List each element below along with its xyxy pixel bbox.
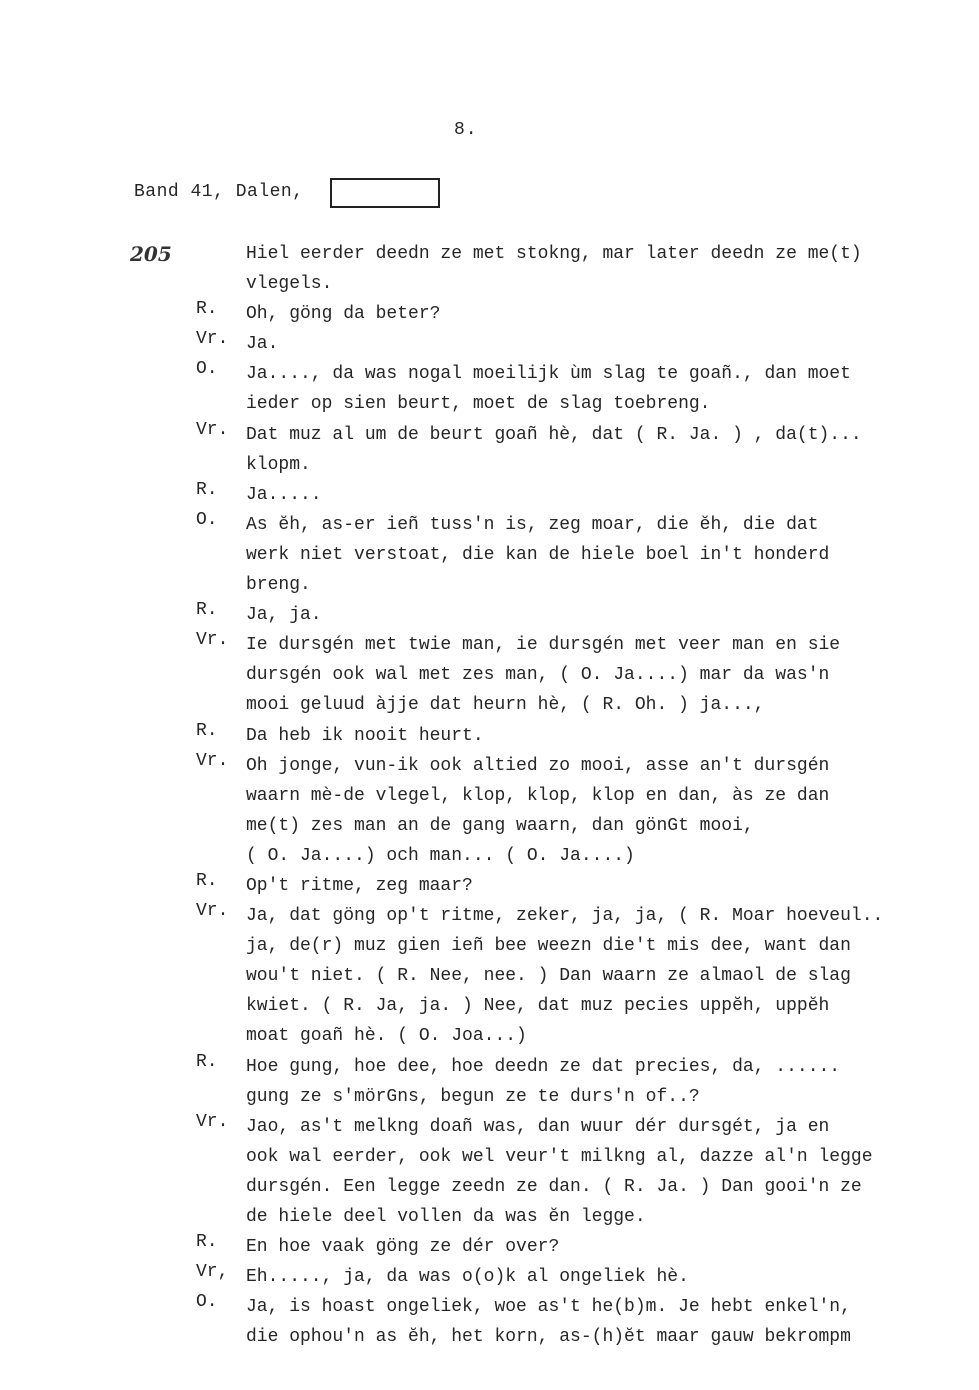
- text-line: klopm.: [246, 454, 311, 475]
- text-line: Ie dursgén met twie man, ie dursgén met veer man en sie: [246, 635, 841, 656]
- turn-text: [246, 239, 979, 299]
- turn-text: [246, 1232, 979, 1262]
- text-line: dursgén ook wal met zes man, ( O. Ja....) mar da was'n: [246, 665, 830, 686]
- turn-text: [246, 1292, 979, 1352]
- text-line: Ja, is hoast ongeliek, woe as't he(b)m. Je hebt enkel'n,: [246, 1297, 851, 1318]
- transcript-turn: [0, 1262, 979, 1292]
- speaker-label: Vr.: [196, 901, 229, 922]
- text-line: wou't niet. ( R. Nee, nee. ) Dan waarn ze almaol de slag: [246, 966, 851, 987]
- text-line: Oh jonge, vun-ik ook altied zo mooi, asse an't dursgén: [246, 755, 830, 776]
- transcript-turn: [0, 871, 979, 901]
- speaker-label: Vr.: [196, 1111, 229, 1132]
- turn-text: [246, 510, 979, 600]
- speaker-label: R.: [196, 1051, 218, 1072]
- text-line: Hiel eerder deedn ze met stokng, mar later deedn ze me(t): [246, 244, 862, 264]
- text-line: Dat muz al um de beurt goañ hè, dat ( R. Ja. ) , da(t)...: [246, 424, 862, 445]
- transcript-turn: [0, 510, 979, 600]
- turn-text: [246, 299, 979, 329]
- turn-text: [246, 600, 979, 630]
- text-line: de hiele deel vollen da was ĕn legge.: [246, 1207, 646, 1227]
- text-line: gung ze s'mörGns, begun ze te durs'n of..?: [246, 1086, 700, 1107]
- speaker-label: R.: [196, 299, 218, 320]
- text-line: En hoe vaak göng ze dér over?: [246, 1237, 560, 1258]
- text-line: die ophou'n as ĕh, het korn, as-(h)ĕt maar gauw bekrompm: [246, 1327, 851, 1348]
- transcript-turn: [0, 1112, 979, 1232]
- text-line: ook wal eerder, ook wel veur't milkng al, dazze al'n legge: [246, 1146, 873, 1167]
- transcript-turn: [0, 480, 979, 510]
- text-line: As ĕh, as-er ieñ tuss'n is, zeg moar, die ĕh, die dat: [246, 514, 819, 535]
- entry-number: 205: [130, 242, 172, 266]
- turn-text: [246, 359, 979, 419]
- speaker-label: O.: [196, 509, 218, 530]
- speaker-label: O.: [196, 359, 218, 380]
- turn-text: [246, 871, 979, 901]
- turn-text: [246, 751, 979, 871]
- transcript: [0, 239, 979, 1352]
- page-number: 8.: [454, 120, 478, 140]
- text-line: vlegels.: [246, 274, 333, 295]
- text-line: Jao, as't melkng doañ was, dan wuur dér dursgét, ja en: [246, 1116, 830, 1137]
- text-line: ( O. Ja....) och man... ( O. Ja....): [246, 845, 635, 866]
- transcript-turn: [0, 299, 979, 329]
- text-line: Ja.: [246, 334, 279, 355]
- speaker-label: R.: [196, 1232, 218, 1253]
- speaker-label: Vr.: [196, 630, 229, 651]
- turn-text: [246, 901, 979, 1051]
- transcript-turn: [0, 359, 979, 419]
- speaker-label: Vr.: [196, 750, 229, 771]
- transcript-turn: [0, 239, 979, 299]
- speaker-label: R.: [196, 479, 218, 500]
- text-line: breng.: [246, 575, 311, 596]
- transcript-turn: [0, 630, 979, 720]
- text-line: dursgén. Een legge zeedn ze dan. ( R. Ja. ) Dan gooi'n ze: [246, 1176, 862, 1197]
- speaker-label: O.: [196, 1292, 218, 1313]
- text-line: Ja, ja.: [246, 605, 322, 626]
- turn-text: [246, 480, 979, 510]
- header-label: Band 41, Dalen,: [134, 182, 304, 202]
- speaker-label: Vr,: [196, 1262, 229, 1283]
- transcript-turn: [0, 1232, 979, 1262]
- turn-text: [246, 630, 979, 720]
- text-line: Oh, göng da beter?: [246, 304, 441, 325]
- transcript-turn: [0, 751, 979, 871]
- text-line: waarn mè-de vlegel, klop, klop, klop en dan, às ze dan: [246, 785, 830, 806]
- speaker-label: R.: [196, 870, 218, 891]
- turn-text: [246, 721, 979, 751]
- transcript-turn: [0, 721, 979, 751]
- speaker-label: R.: [196, 600, 218, 621]
- text-line: Ja.....: [246, 484, 322, 505]
- transcript-turn: [0, 1292, 979, 1352]
- turn-text: [246, 1262, 979, 1292]
- text-line: Op't ritme, zeg maar?: [246, 875, 473, 896]
- speaker-label: Vr.: [196, 419, 229, 440]
- text-line: ieder op sien beurt, moet de slag toebreng.: [246, 394, 711, 415]
- text-line: werk niet verstoat, die kan de hiele boel in't honderd: [246, 544, 830, 565]
- text-line: ja, de(r) muz gien ieñ bee weezn die't mis dee, want dan: [246, 936, 851, 957]
- transcript-turn: [0, 420, 979, 480]
- text-line: moat goañ hè. ( O. Joa...): [246, 1026, 527, 1047]
- text-line: Hoe gung, hoe dee, hoe deedn ze dat precies, da, ......: [246, 1056, 841, 1077]
- text-line: mooi geluud àjje dat heurn hè, ( R. Oh. ) ja...,: [246, 695, 765, 716]
- transcript-turn: [0, 600, 979, 630]
- transcript-turn: [0, 901, 979, 1051]
- turn-text: [246, 329, 979, 359]
- text-line: Da heb ik nooit heurt.: [246, 725, 484, 746]
- speaker-label: R.: [196, 720, 218, 741]
- speaker-label: Vr.: [196, 329, 229, 350]
- text-line: kwiet. ( R. Ja, ja. ) Nee, dat muz pecies uppĕh, uppĕh: [246, 996, 830, 1017]
- turn-text: [246, 1052, 979, 1112]
- transcript-turn: [0, 329, 979, 359]
- text-line: Ja, dat göng op't ritme, zeker, ja, ja, ( R. Moar hoeveul..: [246, 906, 884, 927]
- turn-text: [246, 420, 979, 480]
- text-line: Eh....., ja, da was o(o)k al ongeliek hè.: [246, 1267, 689, 1288]
- text-line: me(t) zes man an de gang waarn, dan gönGt mooi,: [246, 815, 754, 836]
- transcript-turn: [0, 1052, 979, 1112]
- redacted-box: [330, 178, 440, 208]
- turn-text: [246, 1112, 979, 1232]
- text-line: Ja...., da was nogal moeilijk ùm slag te goañ., dan moet: [246, 364, 851, 385]
